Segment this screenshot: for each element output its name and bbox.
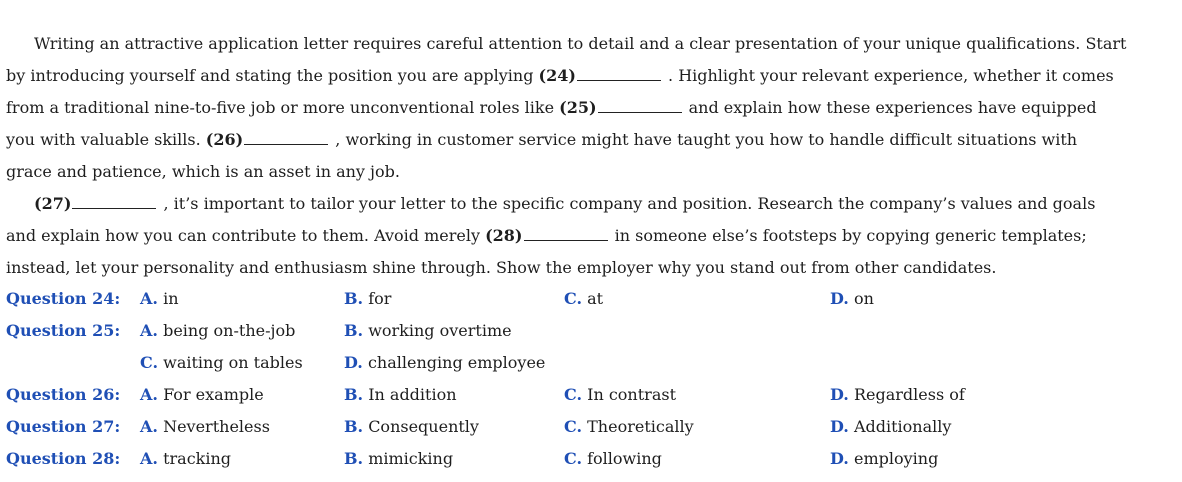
question-27 [6, 417, 1176, 441]
option-d[interactable]: D. on [830, 289, 874, 308]
blank-number-25: (25) [559, 98, 597, 117]
option-d[interactable]: D. challenging employee [344, 353, 546, 372]
option-b[interactable]: B. In addition [344, 385, 457, 404]
question-24 [6, 289, 1176, 313]
option-d[interactable]: D. employing [830, 449, 939, 468]
option-c[interactable]: C. In contrast [564, 385, 676, 404]
passage-line: you with valuable skills. (26) , working in customer service might have taught you how to handle difficult situations with [6, 130, 1078, 149]
blank-number-28: (28) [485, 226, 523, 245]
answer-blank-24[interactable] [577, 68, 661, 81]
question-label: Question 27: [6, 417, 121, 436]
option-b[interactable]: B. working overtime [344, 321, 512, 340]
option-c[interactable]: C. Theoretically [564, 417, 694, 436]
question-26 [6, 385, 1176, 409]
option-a[interactable]: A. being on-the-job [140, 321, 296, 340]
option-a[interactable]: A. tracking [140, 449, 232, 468]
passage-line: instead, let your personality and enthusiasm shine through. Show the employer why you stand out from other candidates. [6, 258, 997, 277]
option-c[interactable]: C. at [564, 289, 604, 308]
passage-line: grace and patience, which is an asset in any job. [6, 162, 400, 181]
answer-blank-26[interactable] [244, 132, 328, 145]
passage-line: from a traditional nine-to-five job or more unconventional roles like (25) and explain how these experiences have equipped [6, 98, 1097, 117]
question-28 [6, 449, 1176, 473]
option-c[interactable]: C. waiting on tables [140, 353, 303, 372]
passage-line: Writing an attractive application letter requires careful attention to detail and a clear presentation of your unique qualifications. Start [34, 34, 1127, 53]
blank-number-26: (26) [205, 130, 244, 149]
option-b[interactable]: B. mimicking [344, 449, 454, 468]
answer-blank-28[interactable] [524, 228, 608, 241]
answer-blank-27[interactable] [72, 196, 156, 209]
blank-number-24: (24) [538, 66, 576, 85]
passage-line: (27) , it’s important to tailor your letter to the specific company and position. Research the company’s values and goals [34, 194, 1096, 213]
question-label: Question 25: [6, 321, 121, 340]
option-d[interactable]: D. Additionally [830, 417, 952, 436]
question-25 [6, 321, 1176, 345]
blank-number-27: (27) [34, 194, 72, 213]
passage-line: by introducing yourself and stating the position you are applying (24) . Highlight your relevant experience, whether it comes [6, 66, 1114, 85]
option-c[interactable]: C. following [564, 449, 662, 468]
passage-line: and explain how you can contribute to them. Avoid merely (28) in someone else’s footsteps by copying generic templates; [6, 226, 1087, 245]
question-label: Question 26: [6, 385, 121, 404]
option-d[interactable]: D. Regardless of [830, 385, 965, 404]
option-b[interactable]: B. Consequently [344, 417, 479, 436]
option-a[interactable]: A. Nevertheless [140, 417, 270, 436]
answer-blank-25[interactable] [598, 100, 682, 113]
option-a[interactable]: A. in [140, 289, 179, 308]
option-b[interactable]: B. for [344, 289, 392, 308]
option-a[interactable]: A. For example [140, 385, 264, 404]
question-label: Question 24: [6, 289, 121, 308]
question-label: Question 28: [6, 449, 121, 468]
question-25-cont [6, 353, 1176, 377]
